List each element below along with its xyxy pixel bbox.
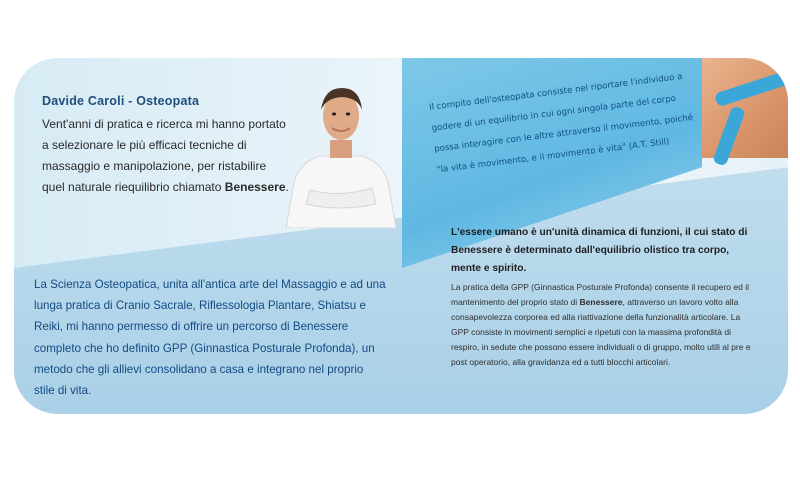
intro-highlight: Benessere <box>224 180 286 194</box>
info-card <box>14 58 788 414</box>
intro-name: Davide Caroli - Osteopata <box>42 94 200 108</box>
right-body-part1: La pratica della GPP (Ginnastica Posturale Profonda) consente il recupero ed il mantenimento del proprio stato di <box>451 282 749 307</box>
method-paragraph: La Scienza Osteopatica, unita all'antica arte del Massaggio e ad una lunga pratica di Cranio Sacrale, Riflessologia Plantare, Shiatsu e Reiki, mi hanno permesso di offrire un percorso di Benessere completo che ho definito GPP (Ginnastica Posturale Profonda), un metodo che gli allievi consolidano a casa e integrano nel proprio stile di vita. <box>34 278 386 398</box>
right-body-highlight: Benessere <box>579 297 623 307</box>
right-body-text <box>451 280 757 370</box>
right-lead-text: L'essere umano è un'unità dinamica di funzioni, il cui stato di Benessere è determinato dall'equilibrio olistico tra corpo, mente e spirito. <box>451 227 748 274</box>
osteopath-portrait <box>276 70 406 228</box>
osteopathy-quote: Il compito dell'osteopata consiste nel riportare l'individuo a godere di un equilibrio in cui ogni singola parte del corpo possa interagire con le altre attraverso il movimento, poiché "la vita è movimento, e il movimento è vita" (A.T. Still) <box>428 71 694 176</box>
intro-text-end: . <box>285 180 289 194</box>
right-body-part2: , attraverso un lavoro volto alla consapevolezza corporea ed alla riattivazione della funzionalità articolare. La GPP consiste in movimenti semplici e ripetuti con la massima profondità di respiro, in sedute che possono essere individuali o di gruppo, molto utili al pre e post operatorio, alla gravidanza ed a tutti blocchi articolari. <box>451 297 751 367</box>
intro-text <box>42 114 292 198</box>
intro-text-main: Vent'anni di pratica e ricerca mi hanno portato a selezionare le più efficaci tecniche di massaggio e manipolazione, per ristabilire quel naturale riequilibrio chiamato <box>42 117 286 194</box>
